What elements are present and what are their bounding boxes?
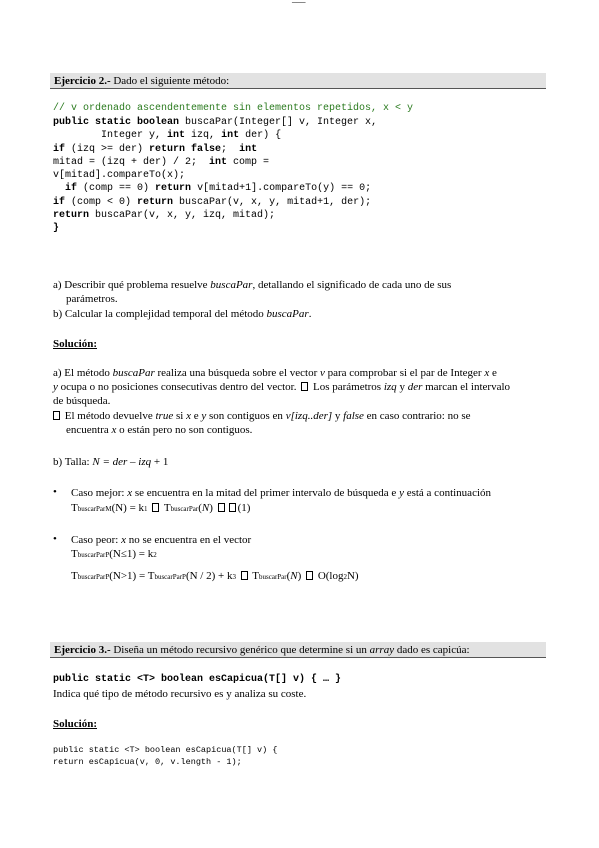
missing-glyph-icon [152, 503, 159, 512]
code-line: if (comp == 0) return v[mitad+1].compareTo(y) == 0; [65, 183, 372, 195]
worst-case-equation-2: TbuscarParP(N>1) = TbuscarParP(N / 2) + k3 TbuscarPar(N) O(log2N) [71, 570, 359, 582]
code-line: return buscaPar(v, x, y, izq, mitad); [53, 210, 276, 222]
exercise-2-title-bar [50, 73, 546, 89]
bullet-worst: • [53, 533, 57, 545]
esCapicua-signature: public static <T> boolean esCapicua(T[] v) { … } [53, 674, 342, 685]
solution-label-3: Solución: [53, 718, 98, 730]
code-line: v[mitad].compareTo(x); [53, 170, 186, 182]
code-block [53, 116, 377, 236]
exercise-3-title-bar [50, 642, 546, 658]
bullet-best: • [53, 486, 57, 498]
code-comment: // v ordenado ascendentemente sin elementos repetidos, x < y [53, 103, 414, 114]
code-line: if (izq >= der) return false; int [53, 143, 258, 155]
solution-a-line3: de búsqueda. [53, 395, 111, 407]
code-line: mitad = (izq + der) / 2; int comp = [53, 156, 270, 168]
code-line: if (comp < 0) return buscaPar(v, x, y, mitad+1, der); [53, 196, 372, 208]
question-b: b) Calcular la complejidad temporal del método buscaPar. [53, 308, 312, 320]
worst-case: Caso peor: x no se encuentra en el vector [71, 534, 252, 546]
missing-glyph-icon [306, 571, 313, 580]
missing-glyph-icon [229, 503, 236, 512]
header-mark [292, 0, 306, 6]
best-case: Caso mejor: x se encuentra en la mitad del primer intervalo de búsqueda e y está a continuación [71, 487, 492, 499]
solution-a-line4: El método devuelve true si x e y son contiguos en v[izq..der] y false en caso contrario: no se [53, 409, 471, 423]
missing-glyph-icon [218, 503, 225, 512]
solution-label-2: Solución: [53, 338, 98, 350]
missing-glyph-icon [241, 571, 248, 580]
question-a: a) Describir qué problema resuelve buscaPar, detallando el significado de cada uno de sus [53, 279, 452, 291]
missing-glyph-icon [301, 382, 308, 391]
exercise-3-description: Indica qué tipo de método recursivo es y analiza su coste. [53, 688, 307, 700]
solution-a-line5: encuentra x o están pero no son contiguos. [66, 424, 253, 436]
code-line: public static boolean buscaPar(Integer[] v, Integer x, [53, 117, 378, 128]
worst-case-equation-1: TbuscarParP(N≤1) = k2 [71, 548, 157, 560]
missing-glyph-icon [53, 411, 60, 420]
exercise-2-title: Ejercicio 2.- Dado el siguiente método: [54, 75, 230, 87]
question-a-cont: parámetros. [66, 293, 118, 305]
best-case-equation: TbuscarParM(N) = k1 TbuscarPar(N) (1) [71, 502, 251, 514]
exercise-3-title: Ejercicio 3.- Diseña un método recursivo genérico que determine si un array dado es capicúa: [54, 644, 470, 656]
solution-code-line1: public static <T> boolean esCapicua(T[] v) { [53, 745, 278, 755]
code-line: Integer y, int izq, int der) { [53, 130, 282, 142]
solution-code-line2: return esCapicua(v, 0, v.length - 1); [53, 757, 242, 767]
talla: b) Talla: N = der – izq + 1 [53, 456, 169, 468]
code-line: } [53, 223, 60, 235]
solution-a-line1: a) El método buscaPar realiza una búsqueda sobre el vector v para comprobar si el par de Integer x e [53, 367, 497, 379]
solution-a-line2: y ocupa o no posiciones consecutivas dentro del vector. Los parámetros izq y der marcan el intervalo [53, 381, 511, 393]
